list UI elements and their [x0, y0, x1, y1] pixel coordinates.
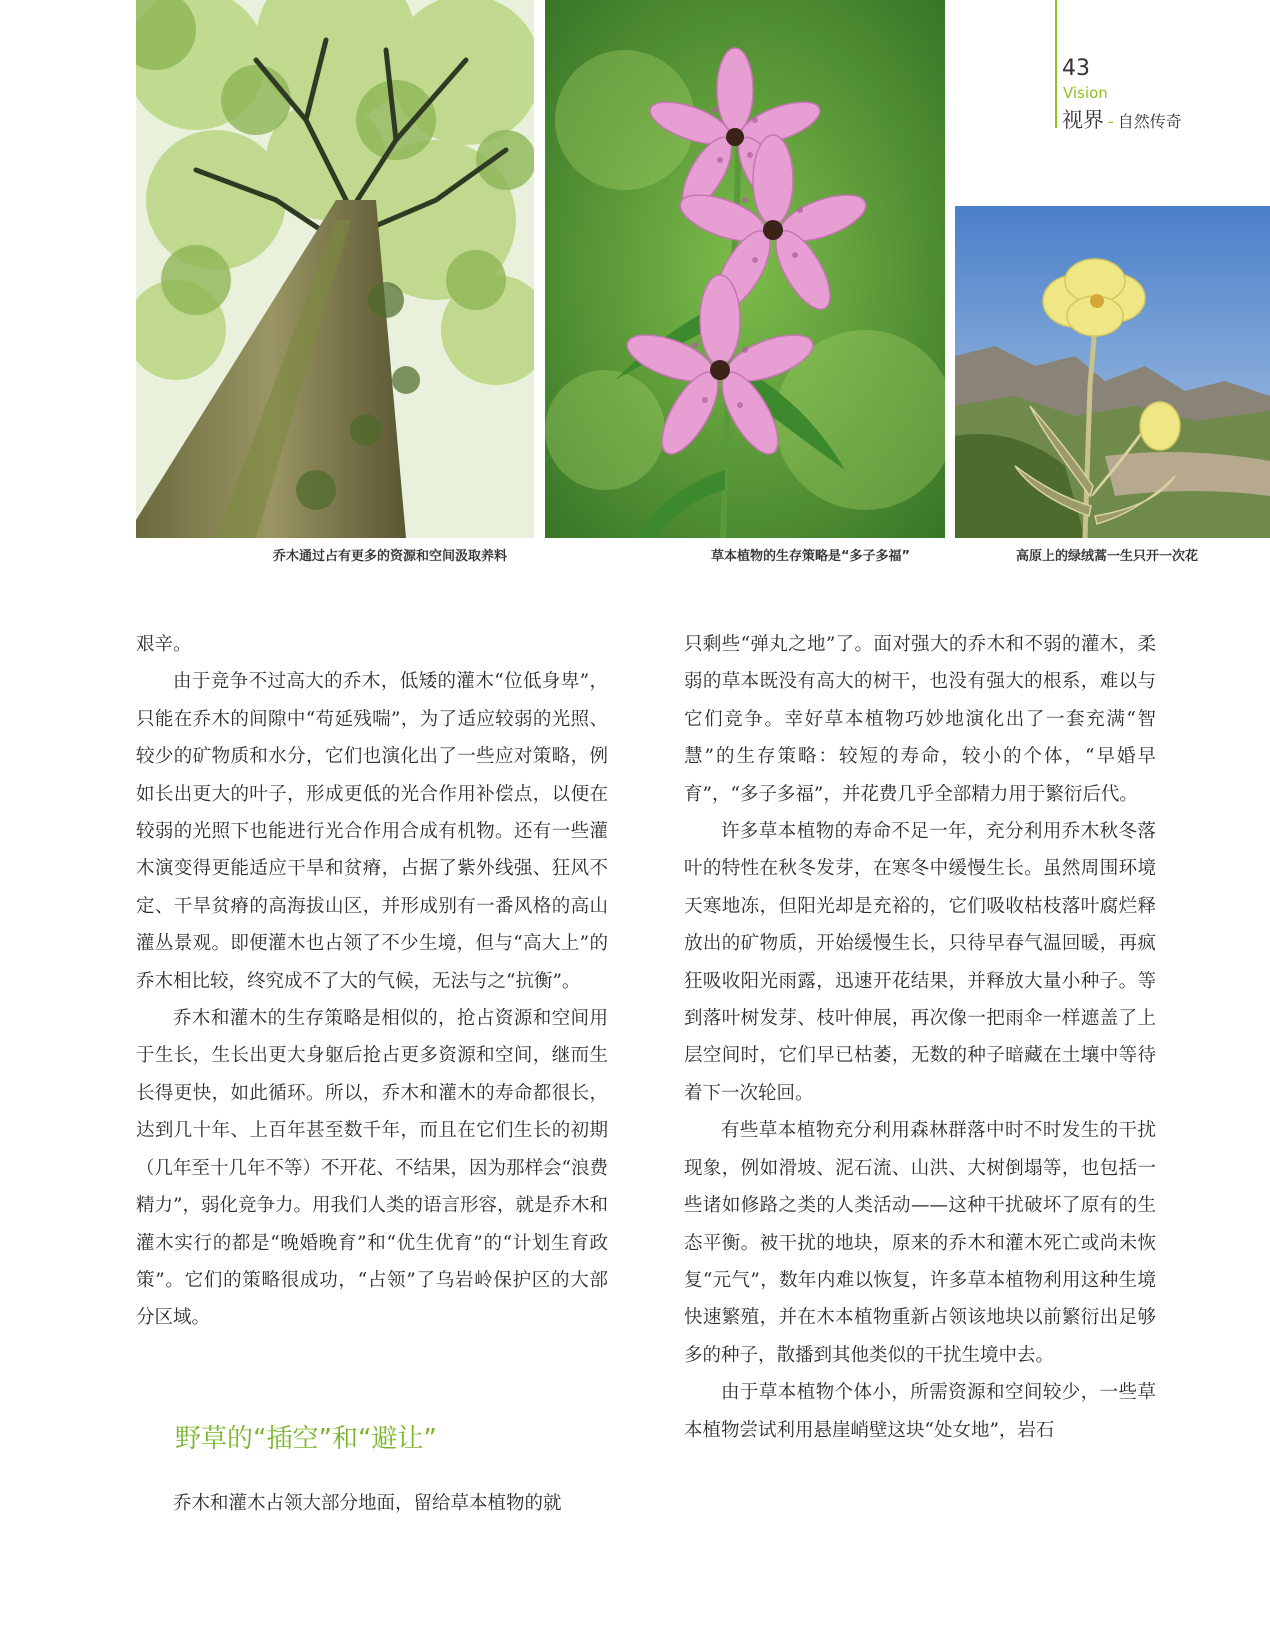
section-subtitle: 自然传奇 — [1117, 112, 1182, 131]
vision-label: Vision — [1063, 84, 1108, 102]
section-dash: - — [1108, 112, 1114, 131]
body-paragraph: 艰辛。 — [136, 634, 192, 655]
section-title — [1062, 104, 1182, 134]
body-paragraph: 有些草本植物充分利用森林群落中时不时发生的干扰现象，例如滑坡、泥石流、山洪、大树倒塌等，也包括一些诸如修路之类的人类活动——这种干扰破坏了原有的生态平衡。被干扰的地块，原来的乔木和灌木死亡或尚未恢复“元气”，数年内难以恢复，许多草本植物利用这种生境快速繁殖，并在木本植物重新占领该地块以前繁衍出足够多的种子，散播到其他类似的干扰生境中去。 — [684, 1120, 1156, 1366]
figure-caption: 乔木通过占有更多的资源和空间汲取养料 — [273, 549, 508, 564]
header-rule — [1055, 0, 1057, 128]
body-paragraph: 乔木和灌木占领大部分地面，留给草本植物的就 — [173, 1493, 562, 1514]
figure-caption: 草本植物的生存策略是“多子多福” — [711, 549, 911, 564]
section-title-main: 视界 — [1062, 108, 1104, 132]
tree-photo — [136, 0, 534, 538]
right-column — [684, 626, 1156, 1449]
body-paragraph: 由于草本植物个体小，所需资源和空间较少，一些草本植物尝试利用悬崖峭壁这块“处女地”，岩石 — [684, 1382, 1156, 1441]
page-number: 43 — [1062, 56, 1090, 81]
left-column — [136, 626, 608, 1337]
left-column-continued — [136, 1485, 608, 1522]
lily-photo — [545, 0, 945, 538]
body-paragraph: 乔木和灌木的生存策略是相似的，抢占资源和空间用于生长，生长出更大身躯后抢占更多资源和空间，继而生长得更快，如此循环。所以，乔木和灌木的寿命都很长，达到几十年、上百年甚至数千年，而且在它们生长的初期（几年至十几年不等）不开花、不结果，因为那样会“浪费精力”，弱化竞争力。用我们人类的语言形容，就是乔木和灌木实行的都是“晚婚晚育”和“优生优育”的“计划生育政策”。它们的策略很成功，“占领”了乌岩岭保护区的大部分区域。 — [136, 1008, 608, 1329]
body-paragraph: 只剩些“弹丸之地”了。面对强大的乔木和不弱的灌木，柔弱的草本既没有高大的树干，也没有强大的根系，难以与它们竞争。幸好草本植物巧妙地演化出了一套充满“智慧”的生存策略：较短的寿命，较小的个体，“早婚早育”，“多子多福”，并花费几乎全部精力用于繁衍后代。 — [684, 634, 1156, 805]
poppy-photo — [955, 206, 1270, 538]
body-paragraph: 由于竞争不过高大的乔木，低矮的灌木“位低身卑”，只能在乔木的间隙中“苟延残喘”，为了适应较弱的光照、较少的矿物质和水分，它们也演化出了一些应对策略，例如长出更大的叶子，形成更低的光合作用补偿点，以便在较弱的光照下也能进行光合作用合成有机物。还有一些灌木演变得更能适应干旱和贫瘠，占据了紫外线强、狂风不定、干旱贫瘠的高海拔山区，并形成别有一番风格的高山灌丛景观。即便灌木也占领了不少生境，但与“高大上”的乔木相比较，终究成不了大的气候，无法与之“抗衡”。 — [136, 671, 608, 992]
figure-caption: 高原上的绿绒蒿一生只开一次花 — [1016, 549, 1199, 564]
body-paragraph: 许多草本植物的寿命不足一年，充分利用乔木秋冬落叶的特性在秋冬发芽，在寒冬中缓慢生长。虽然周围环境天寒地冻，但阳光却是充裕的，它们吸收枯枝落叶腐烂释放出的矿物质，开始缓慢生长，只待早春气温回暖，再疯狂吸收阳光雨露，迅速开花结果，并释放大量小种子。等到落叶树发芽、枝叶伸展，再次像一把雨伞一样遮盖了上层空间时，它们早已枯萎，无数的种子暗藏在土壤中等待着下一次轮回。 — [684, 821, 1156, 1104]
subheading: 野草的“插空”和“避让” — [175, 1424, 437, 1454]
